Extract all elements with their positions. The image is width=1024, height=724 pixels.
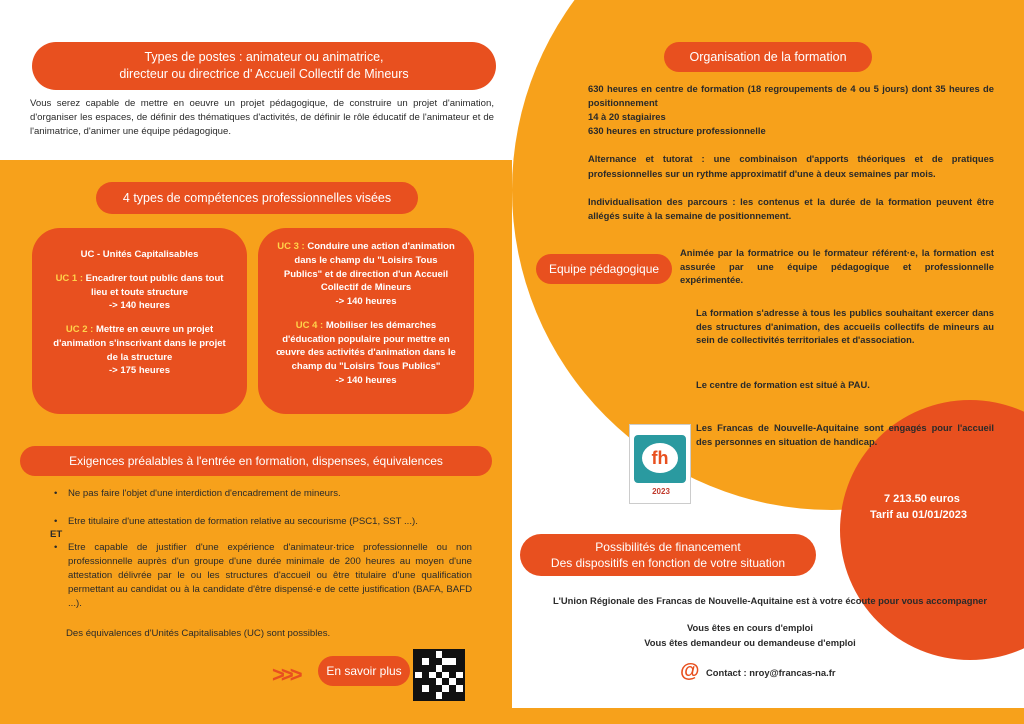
org-structure: 630 heures en structure professionnelle [588, 125, 766, 137]
financement-line1: Possibilités de financement [595, 539, 741, 554]
uc-title: UC - Unités Capitalisables [80, 249, 199, 260]
individualisation-text: Individualisation des parcours : les contenus et la durée de la formation peuvent être allégés suite à la semaine de positionnement. [588, 195, 994, 221]
types-postes-title [32, 42, 496, 90]
alternance-text: Alternance et tutorat : une combinaison d'apports théoriques et de pratiques professionnelles sur un rythme approximatif d'une à deux semaines par mois. [588, 153, 994, 179]
org-stagiaires: 14 à 20 stagiaires [588, 111, 666, 123]
handicap-text: Les Francas de Nouvelle-Aquitaine sont engagés pour l'accueil des personnes en situation de handicap. [696, 422, 994, 447]
uc1-text: Encadrer tout public dans tout lieu et toute structure [85, 272, 224, 298]
lieu-text: Le centre de formation est situé à PAU. [696, 379, 870, 390]
en-savoir-plus-button[interactable]: En savoir plus [318, 656, 410, 686]
org-hours: 630 heures en centre de formation (18 regroupements de 4 ou 5 jours) dont 35 heures de positionnement [588, 83, 994, 109]
types-title-line2: directeur ou directrice d' Accueil Collectif de Mineurs [119, 67, 409, 81]
logo-fh-letters: fh [642, 443, 678, 473]
uc3-text: Conduire une action d'animation dans le champ du "Loisirs Tous Publics" et de direction d'un Accueil Collectif de Mineurs [283, 241, 455, 294]
qr-code-icon[interactable] [413, 649, 465, 701]
equipe-text: Animée par la formatrice ou le formateur référent·e, la formation est assurée par une équipe pédagogique et professionnelle expérimentée. [680, 247, 994, 286]
uc2-text: Mettre en œuvre un projet d'animation s'inscrivant dans le projet de la structure [53, 324, 226, 363]
at-icon: @ [680, 660, 700, 682]
uc-box-right [258, 228, 474, 414]
uc2-hours: -> 175 heures [109, 365, 170, 377]
uc1-hours: -> 140 heures [109, 300, 170, 312]
uc2-item [48, 323, 231, 378]
uc3-item [274, 240, 458, 309]
uc4-num: UC 4 : [295, 319, 324, 331]
contact-email[interactable]: Contact : nroy@francas-na.fr [706, 667, 836, 678]
bullet-interdiction: • Ne pas faire l'objet d'une interdiction d'encadrement de mineurs. [54, 487, 472, 501]
equivalences-text: Des équivalences d'Unités Capitalisables (UC) sont possibles. [66, 628, 331, 639]
organisation-title: Organisation de la formation [664, 42, 872, 72]
emploi-line1: Vous êtes en cours d'emploi [686, 622, 814, 633]
union-text: L'Union Régionale des Francas de Nouvelle-Aquitaine est à votre écoute pour vous accompagner [552, 595, 988, 606]
et-label: ET [50, 529, 63, 540]
exigences-list-2 [54, 541, 472, 625]
uc1-num: UC 1 : [55, 272, 84, 284]
uc4-text: Mobiliser les démarches d'éducation populaire pour mettre en œuvre des activités d'animation dans le champ du "Loisirs Tous Publics" [276, 319, 456, 373]
exigences-title: Exigences préalables à l'entrée en formation, dispenses, équivalences [20, 446, 492, 476]
tarif-date: Tarif au 01/01/2023 [870, 509, 968, 521]
handicap-logo [629, 424, 691, 504]
financement-line2: Des dispositifs en fonction de votre situation [550, 556, 786, 570]
bullet-secourisme: • Etre titulaire d'une attestation de formation relative au secourisme (PSC1, SST ...). [54, 515, 472, 529]
uc3-num: UC 3 : [277, 241, 305, 252]
bottom-orange-strip [512, 708, 1024, 724]
tarif-price: 7 213.50 euros [884, 493, 960, 505]
public-text: La formation s'adresse à tous les publics souhaitant exercer dans des structures d'animation, des accueils collectifs de mineurs au sein de collectivités territoriales et d'association. [696, 307, 994, 346]
arrows-icon: >>> [272, 662, 299, 687]
emploi-line2: Vous êtes demandeur ou demandeuse d'emploi [644, 637, 856, 648]
uc2-num: UC 2 : [65, 324, 94, 336]
equipe-title: Equipe pédagogique [536, 254, 672, 284]
uc3-hours: -> 140 heures [335, 296, 397, 308]
types-title-line1: Types de postes : animateur ou animatrice, [144, 50, 384, 65]
uc4-hours: -> 140 heures [335, 374, 397, 386]
logo-year: 2023 [652, 487, 670, 496]
uc1-item [48, 272, 231, 313]
uc4-item [274, 319, 458, 388]
intro-paragraph: Vous serez capable de mettre en oeuvre un projet pédagogique, de construire un projet d'animation, d'organiser les espaces, de définir des thématiques d'activités, de définir le rôle éducatif de l'animateur et de l'animatrice, d'animer une équipe pédagogique. [30, 98, 494, 137]
competences-title: 4 types de compétences professionnelles visées [96, 182, 418, 214]
financement-title [520, 534, 816, 576]
exigences-list [54, 487, 472, 529]
bullet-experience: • Etre capable de justifier d'une expérience d'animateur·trice professionnelle ou non professionnelle auprès d'un groupe d'une durée minimale de 200 heures au moyen d'une attestation délivrée par le ou les structures d'accueil ou être titulaire d'une qualification permettant au candidat ou à la candidate d'être dispensé·e de cette justification (BAFA, BAFD ...). [54, 541, 472, 611]
uc-box-left [32, 228, 247, 414]
organisation-details [588, 82, 994, 223]
